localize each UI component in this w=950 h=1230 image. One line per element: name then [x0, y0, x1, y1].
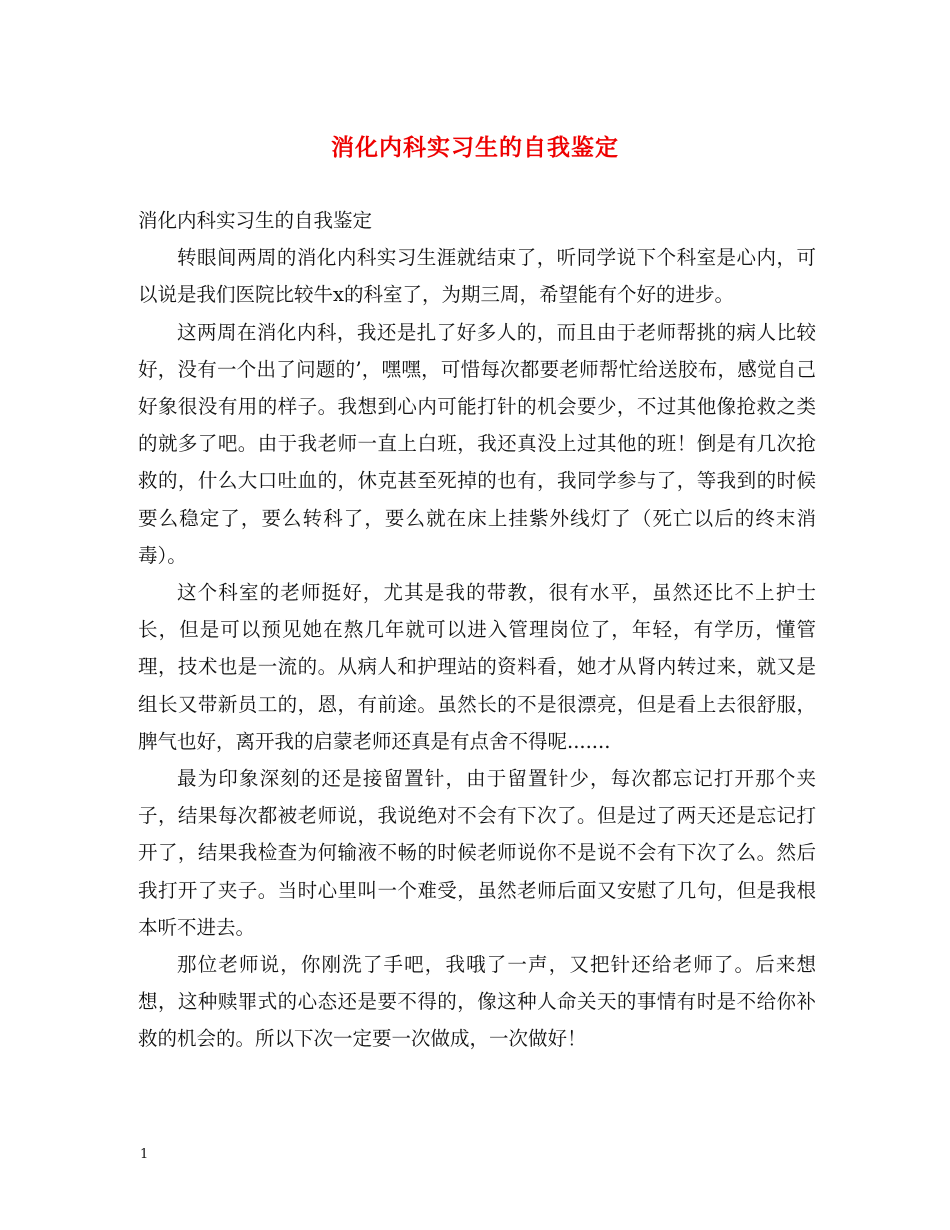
- document-body: [138, 202, 816, 1058]
- paragraph-4: 最为印象深刻的还是接留置针，由于留置针少，每次都忘记打开那个夹子，结果每次都被老师说，我说绝对不会有下次了。但是过了两天还是忘记打开了，结果我检查为何输液不畅的时候老师说你不是说不会有下次了么。然后我打开了夹子。当时心里叫一个难受，虽然老师后面又安慰了几句，但是我根本听不进去。: [138, 767, 816, 939]
- body-subtitle: 消化内科实习生的自我鉴定: [138, 209, 373, 232]
- document-title: 消化内科实习生的自我鉴定: [331, 134, 619, 161]
- paragraph-3: 这个科室的老师挺好，尤其是我的带教，很有水平，虽然还比不上护士长，但是可以预见她在熬几年就可以进入管理岗位了，年轻，有学历，懂管理，技术也是一流的。从病人和护理站的资料看，她才从肾内转过来，就又是组长又带新员工的，恩，有前途。虽然长的不是很漂亮，但是看上去很舒服，脾气也好，离开我的启蒙老师还真是有点舍不得呢.......: [138, 581, 816, 753]
- paragraph-1: 转眼间两周的消化内科实习生涯就结束了，听同学说下个科室是心内，可以说是我们医院比较牛x的科室了，为期三周，希望能有个好的进步。: [138, 246, 816, 307]
- page-number: 1: [140, 1147, 149, 1162]
- paragraph-2: 这两周在消化内科，我还是扎了好多人的，而且由于老师帮挑的病人比较好，没有一个出了问题的’，嘿嘿，可惜每次都要老师帮忙给送胶布，感觉自己好象很没有用的样子。我想到心内可能打针的机会要少，不过其他像抢救之类的就多了吧。由于我老师一直上白班，我还真没上过其他的班！倒是有几次抢救的，什么大口吐血的，休克甚至死掉的也有，我同学参与了，等我到的时候要么稳定了，要么转科了，要么就在床上挂紫外线灯了（死亡以后的终末消毒）。: [138, 320, 816, 567]
- paragraph-5: 那位老师说，你刚洗了手吧，我哦了一声，又把针还给老师了。后来想想，这种赎罪式的心态还是要不得的，像这种人命关天的事情有时是不给你补救的机会的。所以下次一定要一次做成，一次做好！: [138, 953, 816, 1051]
